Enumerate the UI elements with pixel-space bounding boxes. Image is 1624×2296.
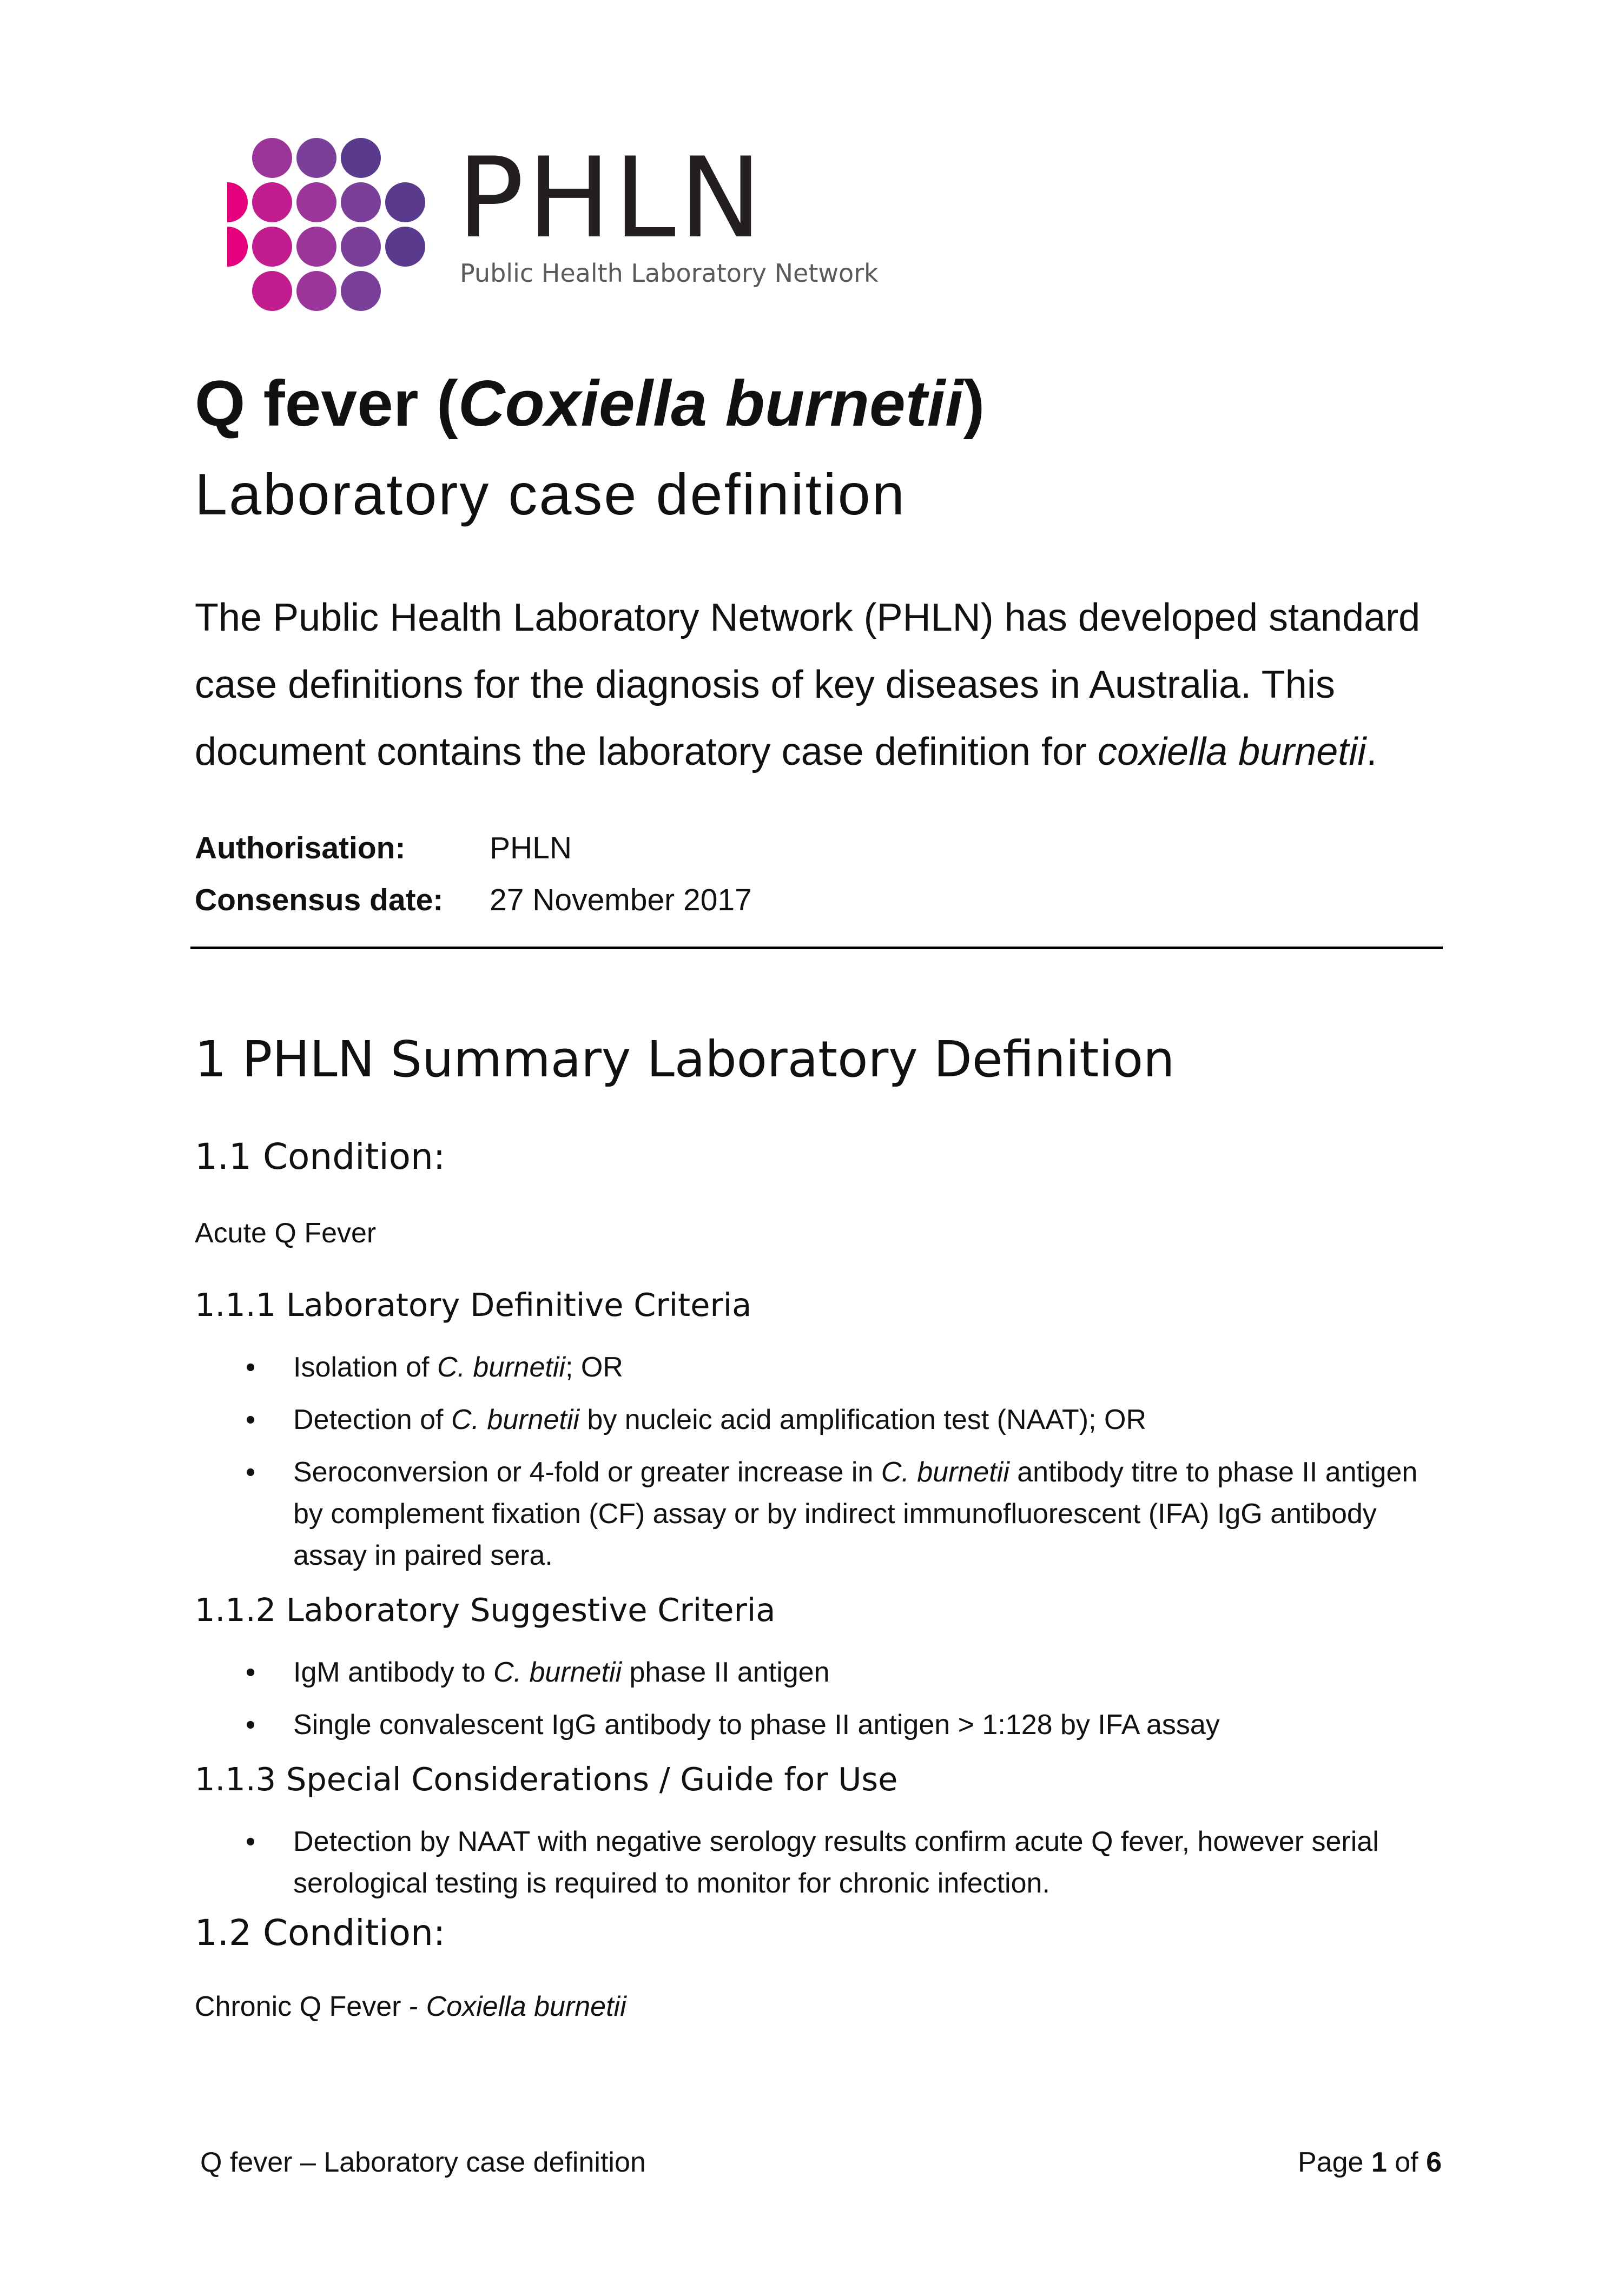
- list-item-text: Seroconversion or 4-fold or greater increase in: [293, 1457, 881, 1488]
- document-meta: [195, 822, 752, 926]
- consensus-label: Consensus date:: [195, 883, 444, 917]
- suggestive-criteria-list: [238, 1652, 1444, 1757]
- logo-dot: [341, 138, 381, 178]
- list-item-text-end: phase II antigen: [622, 1657, 830, 1688]
- bullet-icon: •: [246, 1352, 256, 1383]
- bullet-icon: •: [246, 1404, 256, 1435]
- logo-dot: [296, 138, 336, 178]
- list-item-text-end: by nucleic acid amplification test (NAAT); OR: [579, 1404, 1147, 1435]
- list-item: [238, 1652, 1444, 1693]
- list-item-text-end: ; OR: [565, 1352, 623, 1383]
- list-item-text: Isolation of: [293, 1352, 437, 1383]
- logo-dot: [252, 138, 292, 178]
- condition-1-2-label: Chronic Q Fever -: [195, 1991, 426, 2022]
- logo-wordmark: PHLN: [457, 134, 765, 263]
- logo-dot: [227, 227, 248, 267]
- logo-dot: [252, 182, 292, 222]
- title-prefix: Q fever (: [195, 367, 458, 440]
- logo-dot-grid: [227, 138, 425, 311]
- list-item: [238, 1821, 1444, 1904]
- list-item-text: IgM antibody to: [293, 1657, 493, 1688]
- list-item-text: Detection by NAAT with negative serology results confirm acute Q fever, however serial serological testing is required to monitor for chronic infection.: [293, 1826, 1379, 1899]
- bullet-icon: •: [246, 1826, 256, 1857]
- condition-1-1-heading: 1.1 Condition:: [195, 1136, 446, 1177]
- condition-1-2-text: [195, 1990, 626, 2023]
- list-item: [238, 1347, 1444, 1388]
- total-pages: 6: [1426, 2147, 1442, 2178]
- suggestive-criteria-heading: 1.1.2 Laboratory Suggestive Criteria: [195, 1591, 776, 1629]
- authorisation-value: PHLN: [490, 831, 572, 865]
- intro-organism: coxiella burnetii: [1097, 730, 1366, 773]
- bullet-icon: •: [246, 1457, 256, 1488]
- intro-text: The Public Health Laboratory Network (PHLN) has developed standard case definitions for the diagnosis of key diseases in Australia. This document contains the laboratory case definition for: [195, 596, 1421, 773]
- list-item-text: Detection of: [293, 1404, 451, 1435]
- logo-dot: [385, 182, 425, 222]
- title-species: Coxiella burnetii: [458, 367, 963, 440]
- list-item-organism: C. burnetii: [493, 1657, 622, 1688]
- condition-1-2-organism: Coxiella burnetii: [426, 1991, 626, 2022]
- footer-document-title: Q fever – Laboratory case definition: [200, 2147, 646, 2178]
- list-item-organism: C. burnetii: [881, 1457, 1009, 1488]
- title-suffix: ): [963, 367, 985, 440]
- consensus-value: 27 November 2017: [490, 883, 752, 917]
- logo-dot: [341, 227, 381, 267]
- special-considerations-list: [238, 1821, 1444, 1915]
- page-title: [195, 368, 985, 439]
- page-subtitle: Laboratory case definition: [195, 461, 906, 527]
- of-label: of: [1387, 2147, 1427, 2178]
- bullet-icon: •: [246, 1709, 256, 1741]
- list-item-text-end: antibody titre to phase II antigen by complement fixation (CF) assay or by indirect immunofluorescent (IFA) IgG antibody assay in paired sera.: [293, 1457, 1418, 1571]
- horizontal-divider: [190, 947, 1443, 949]
- logo-dot: [296, 182, 336, 222]
- list-item: [238, 1704, 1444, 1746]
- intro-end: .: [1366, 730, 1377, 773]
- intro-paragraph: [195, 584, 1439, 785]
- condition-1-2-heading: 1.2 Condition:: [195, 1912, 446, 1954]
- logo-dot: [296, 271, 336, 311]
- logo-dot: [252, 271, 292, 311]
- logo-dot: [252, 227, 292, 267]
- definitive-criteria-list: [238, 1347, 1444, 1587]
- meta-consensus-row: [195, 874, 752, 926]
- logo-dot: [227, 182, 248, 222]
- authorisation-label: Authorisation:: [195, 831, 406, 865]
- meta-authorisation-row: [195, 822, 752, 874]
- section-1-heading: 1 PHLN Summary Laboratory Definition: [195, 1030, 1175, 1088]
- page-label: Page: [1298, 2147, 1371, 2178]
- logo-dot: [341, 182, 381, 222]
- current-page: 1: [1371, 2147, 1387, 2178]
- list-item-organism: C. burnetii: [451, 1404, 579, 1435]
- list-item: [238, 1399, 1444, 1441]
- list-item-organism: C. burnetii: [437, 1352, 565, 1383]
- condition-1-1-text: Acute Q Fever: [195, 1218, 377, 1249]
- special-considerations-heading: 1.1.3 Special Considerations / Guide for Use: [195, 1761, 898, 1798]
- footer-page-number: [1298, 2146, 1442, 2179]
- bullet-icon: •: [246, 1657, 256, 1688]
- list-item: [238, 1452, 1444, 1577]
- definitive-criteria-heading: 1.1.1 Laboratory Definitive Criteria: [195, 1286, 752, 1324]
- logo-dot: [341, 271, 381, 311]
- logo-dot: [385, 227, 425, 267]
- list-item-text: Single convalescent IgG antibody to phase II antigen > 1:128 by IFA assay: [293, 1709, 1220, 1741]
- logo-subtitle: Public Health Laboratory Network: [460, 259, 879, 288]
- logo-dot: [296, 227, 336, 267]
